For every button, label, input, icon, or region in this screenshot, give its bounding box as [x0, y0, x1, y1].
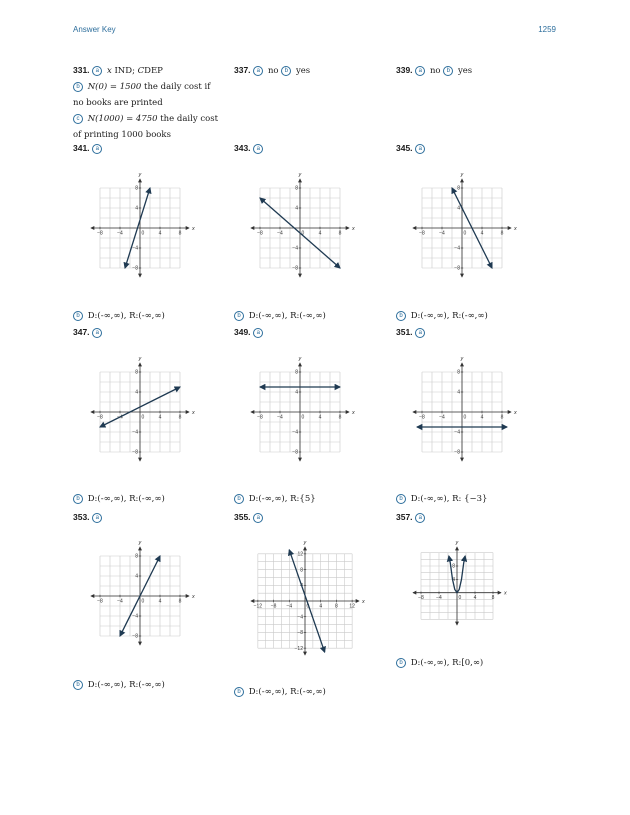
part-label-a: a	[92, 328, 102, 338]
y-axis-label: y	[298, 172, 302, 178]
part-label-b: b	[443, 66, 453, 76]
problem-number: 349.	[234, 327, 251, 337]
y-tick-label: 8	[452, 563, 455, 570]
x-tick-label: 8	[491, 595, 495, 602]
y-tick-label: 8	[135, 369, 138, 376]
x-axis-label: x	[362, 599, 365, 605]
x-tick-label: 4	[318, 230, 322, 237]
x-tick-label: 8	[178, 598, 182, 605]
answer-343-title	[234, 140, 265, 157]
y-tick-label: 4	[135, 573, 138, 580]
page-number: 1259	[538, 25, 556, 34]
x-tick-label: −4	[277, 230, 283, 237]
x-tick-label: 4	[473, 595, 477, 602]
problem-number: 355.	[234, 512, 251, 522]
problem-number: 345.	[396, 143, 413, 153]
y-tick-label: −8	[132, 265, 138, 272]
answer-text: no	[429, 66, 441, 76]
x-tick-label: 8	[178, 414, 182, 421]
domain-range-341	[73, 308, 165, 324]
answer-text: D:(-∞,∞), R:(-∞,∞)	[248, 311, 326, 321]
x-tick-label: 12	[349, 603, 355, 610]
problem-number: 343.	[234, 143, 251, 153]
x-tick-label: 4	[318, 414, 322, 421]
y-tick-label: 12	[297, 551, 303, 558]
problem-number: 337.	[234, 65, 251, 75]
domain-range-343	[234, 308, 326, 324]
answer-text: yes	[457, 66, 473, 76]
origin-label: 0	[301, 414, 305, 421]
answer-337	[234, 62, 310, 79]
y-tick-label: 4	[295, 205, 298, 212]
x-axis-label: x	[352, 226, 355, 232]
domain-range-355	[234, 684, 326, 700]
y-tick-label: −4	[292, 245, 298, 252]
origin-label: 0	[141, 414, 145, 421]
part-label-b: b	[396, 311, 406, 321]
y-tick-label: −8	[292, 265, 298, 272]
part-label-a: a	[415, 513, 425, 523]
y-axis-label: y	[303, 540, 307, 546]
part-label-a: a	[253, 513, 263, 523]
answer-351-title	[396, 324, 427, 341]
x-tick-label: 8	[338, 414, 342, 421]
y-tick-label: −4	[132, 613, 138, 620]
part-label-b: b	[73, 680, 83, 690]
graph-345	[402, 168, 522, 288]
graph-355	[240, 536, 370, 666]
y-tick-label: 8	[135, 553, 138, 560]
x-axis-label: x	[192, 594, 195, 600]
y-tick-label: −4	[132, 429, 138, 436]
origin-label: 0	[306, 603, 310, 610]
answer-text: x	[106, 66, 112, 76]
y-tick-label: −4	[454, 245, 460, 252]
y-axis-label: y	[298, 356, 302, 362]
x-tick-label: 4	[480, 414, 484, 421]
answer-347-title	[73, 324, 104, 341]
origin-label: 0	[463, 230, 467, 237]
y-tick-label: 8	[457, 369, 460, 376]
answer-text: the daily cost	[160, 114, 218, 124]
y-tick-label: 4	[300, 582, 303, 589]
problem-number: 331.	[73, 65, 90, 75]
y-tick-label: −8	[297, 630, 303, 637]
answer-text: no	[267, 66, 279, 76]
part-label-b: b	[234, 494, 244, 504]
y-tick-label: 4	[135, 389, 138, 396]
y-tick-label: 8	[295, 185, 298, 192]
answer-text: of printing 1000 books	[73, 130, 171, 140]
domain-range-345	[396, 308, 488, 324]
domain-range-353	[73, 677, 165, 693]
y-tick-label: −8	[132, 449, 138, 456]
part-label-b: b	[73, 82, 83, 92]
graph-353	[80, 536, 200, 656]
answer-349-title	[234, 324, 265, 341]
y-tick-label: −4	[132, 245, 138, 252]
domain-range-349	[234, 491, 316, 507]
y-tick-label: −8	[454, 265, 460, 272]
y-tick-label: 4	[295, 389, 298, 396]
answer-text: C	[137, 66, 145, 76]
y-tick-label: −8	[132, 633, 138, 640]
y-tick-label: 4	[457, 205, 460, 212]
x-tick-label: 8	[500, 414, 504, 421]
x-axis-label: x	[192, 226, 195, 232]
x-tick-label: −8	[97, 598, 103, 605]
x-tick-label: 8	[178, 230, 182, 237]
x-tick-label: −4	[436, 595, 442, 602]
x-tick-label: −8	[419, 230, 425, 237]
part-label-b: b	[73, 311, 83, 321]
x-tick-label: 8	[500, 230, 504, 237]
part-label-b: b	[73, 494, 83, 504]
part-label-a: a	[415, 144, 425, 154]
x-tick-label: −8	[419, 414, 425, 421]
x-tick-label: −4	[117, 414, 123, 421]
math-expression: N(0) = 1500	[87, 82, 142, 92]
y-axis-label: y	[455, 540, 459, 546]
problem-number: 347.	[73, 327, 90, 337]
part-label-b: b	[396, 494, 406, 504]
answer-text: the daily cost if	[144, 82, 211, 92]
answer-345-title	[396, 140, 427, 157]
x-tick-label: −8	[270, 603, 277, 610]
part-label-a: a	[415, 328, 425, 338]
x-tick-label: −4	[439, 230, 445, 237]
y-axis-label: y	[460, 172, 464, 178]
problem-number: 353.	[73, 512, 90, 522]
origin-label: 0	[301, 230, 305, 237]
problem-number: 351.	[396, 327, 413, 337]
origin-label: 0	[141, 230, 145, 237]
running-header-title: Answer Key	[73, 25, 116, 34]
problem-number: 339.	[396, 65, 413, 75]
x-tick-label: −8	[97, 414, 103, 421]
origin-label: 0	[458, 595, 462, 602]
part-label-a: a	[253, 328, 263, 338]
problem-number: 341.	[73, 143, 90, 153]
graph-341	[80, 168, 200, 288]
origin-label: 0	[463, 414, 467, 421]
graph-357	[402, 536, 512, 636]
domain-range-351	[396, 491, 487, 507]
y-tick-label: 8	[457, 185, 460, 192]
origin-label: 0	[141, 598, 145, 605]
part-label-a: a	[92, 144, 102, 154]
y-tick-label: −8	[292, 449, 298, 456]
answer-text: D:(-∞,∞), R:(-∞,∞)	[87, 494, 165, 504]
part-label-b: b	[234, 311, 244, 321]
part-label-b: b	[234, 687, 244, 697]
y-axis-label: y	[138, 356, 142, 362]
x-axis-label: x	[352, 410, 355, 416]
graph-347	[80, 352, 200, 472]
graph-349	[240, 352, 360, 472]
y-axis-label: y	[138, 172, 142, 178]
answer-text: D:(-∞,∞), R:[0,∞)	[410, 658, 484, 668]
problem-number: 357.	[396, 512, 413, 522]
answer-text: yes	[295, 66, 311, 76]
x-tick-label: 8	[335, 603, 338, 610]
x-tick-label: 4	[319, 603, 323, 610]
answer-text: IND;	[114, 66, 135, 76]
answer-353-title	[73, 509, 104, 526]
y-tick-label: 8	[295, 369, 298, 376]
y-tick-label: −4	[454, 429, 460, 436]
part-label-a: a	[253, 66, 263, 76]
part-label-c: c	[73, 114, 83, 124]
answer-text: D:(-∞,∞), R: {−3}	[410, 494, 488, 504]
y-tick-label: 8	[135, 185, 138, 192]
answer-341-title	[73, 140, 104, 157]
y-tick-label: −4	[297, 614, 303, 621]
domain-range-357	[396, 655, 483, 671]
answer-331	[73, 62, 218, 143]
answer-text: D:(-∞,∞), R:(-∞,∞)	[87, 680, 165, 690]
x-tick-label: −4	[117, 598, 123, 605]
y-tick-label: 4	[135, 205, 138, 212]
answer-text: D:(-∞,∞), R:{5}	[248, 494, 316, 504]
y-tick-label: −4	[292, 429, 298, 436]
part-label-b: b	[396, 658, 406, 668]
math-expression: N(1000) = 4750	[87, 114, 158, 124]
answer-339	[396, 62, 472, 79]
x-tick-label: 4	[158, 230, 162, 237]
x-tick-label: −12	[253, 603, 263, 610]
answer-357-title	[396, 509, 427, 526]
x-axis-label: x	[514, 410, 517, 416]
y-tick-label: −8	[454, 449, 460, 456]
part-label-a: a	[415, 66, 425, 76]
part-label-a: a	[253, 144, 263, 154]
y-axis-label: y	[138, 540, 142, 546]
y-tick-label: 8	[300, 567, 303, 574]
x-axis-label: x	[192, 410, 195, 416]
answer-text: D:(-∞,∞), R:(-∞,∞)	[87, 311, 165, 321]
graph-351	[402, 352, 522, 472]
x-tick-label: 4	[158, 598, 162, 605]
x-tick-label: −4	[277, 414, 283, 421]
part-label-a: a	[92, 66, 102, 76]
answer-355-title	[234, 509, 265, 526]
x-axis-label: x	[514, 226, 517, 232]
x-tick-label: −4	[117, 230, 123, 237]
part-label-a: a	[92, 513, 102, 523]
x-tick-label: −8	[257, 414, 263, 421]
x-tick-label: 8	[338, 230, 342, 237]
y-axis-label: y	[460, 356, 464, 362]
part-label-b: b	[281, 66, 291, 76]
y-tick-label: 4	[457, 389, 460, 396]
x-tick-label: 4	[480, 230, 484, 237]
answer-text: D:(-∞,∞), R:(-∞,∞)	[410, 311, 488, 321]
graph-343	[240, 168, 360, 288]
y-tick-label: 4	[452, 577, 455, 584]
x-tick-label: 4	[158, 414, 162, 421]
x-axis-label: x	[504, 590, 507, 597]
y-tick-label: −12	[294, 645, 303, 652]
answer-text: no books are printed	[73, 98, 163, 108]
x-tick-label: −4	[286, 603, 293, 610]
answer-text: DEP	[144, 66, 163, 76]
answer-text: D:(-∞,∞), R:(-∞,∞)	[248, 687, 326, 697]
domain-range-347	[73, 491, 165, 507]
x-tick-label: −4	[439, 414, 445, 421]
x-tick-label: −8	[257, 230, 263, 237]
x-tick-label: −8	[418, 595, 424, 602]
x-tick-label: −8	[97, 230, 103, 237]
